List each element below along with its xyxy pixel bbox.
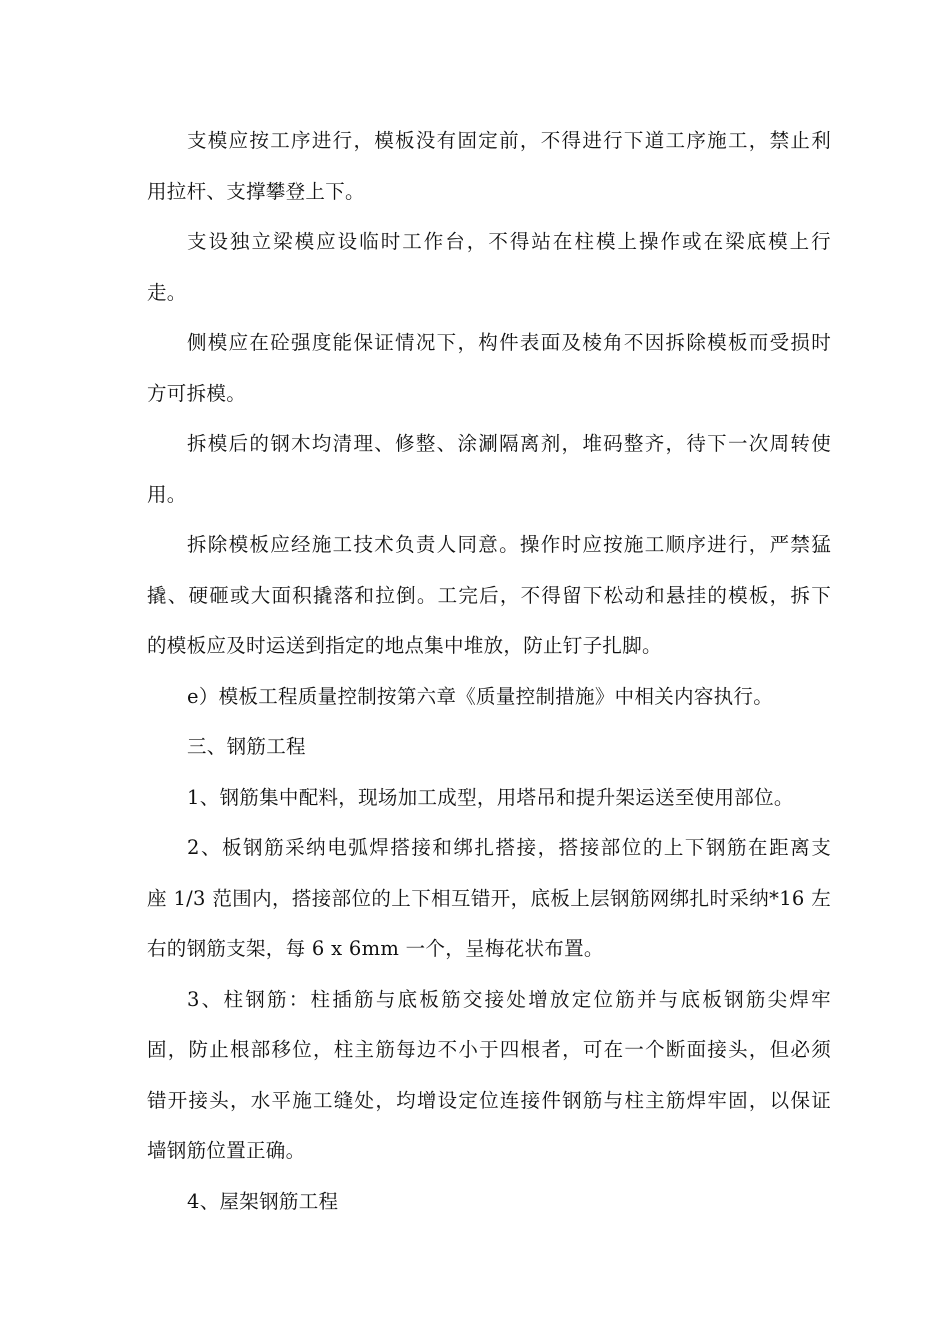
text-line: 拆模后的钢木均清理、修整、涂涮隔离剂，堆码整齐，待下一次周转使: [187, 432, 831, 455]
text-line: 撬、硬砸或大面积撬落和拉倒。工完后，不得留下松动和悬挂的模板，拆下: [147, 583, 831, 607]
document-body: [147, 116, 831, 1227]
paragraph-side-formwork-removal: [147, 318, 831, 419]
paragraph-rebar-item-1: [147, 773, 831, 824]
text-line: 支设独立梁模应设临时工作台，不得站在柱模上操作或在梁底模上行: [187, 230, 831, 253]
text-line: 墙钢筋位置正确。: [147, 1139, 306, 1162]
text-line: 的模板应及时运送到指定的地点集中堆放，防止钉子扎脚。: [147, 634, 662, 657]
text-line: 3、柱钢筋：柱插筋与底板筋交接处增放定位筋并与底板钢筋尖焊牢: [187, 987, 831, 1011]
text-line: 4、屋架钢筋工程: [187, 1189, 339, 1213]
section-heading-rebar: [147, 722, 831, 773]
paragraph-rebar-item-4: [147, 1177, 831, 1228]
text-line: 用。: [147, 482, 187, 506]
text-line: 支模应按工序进行，模板没有固定前，不得进行下道工序施工，禁止利: [187, 129, 831, 152]
paragraph-after-removal: [147, 419, 831, 520]
text-line: 座 1/3 范围内，搭接部位的上下相互错开，底板上层钢筋网绑扎时采纳*16 左: [147, 886, 831, 910]
text-line: 错开接头，水平施工缝处，均增设定位连接件钢筋与柱主筋焊牢固，以保证: [147, 1088, 831, 1112]
text-line: 侧模应在砼强度能保证情况下，构件表面及棱角不因拆除模板而受损时: [187, 331, 831, 354]
paragraph-quality-control: [147, 672, 831, 723]
text-line: 三、钢筋工程: [187, 735, 306, 758]
paragraph-rebar-item-3: [147, 975, 831, 1177]
text-line: 方可拆模。: [147, 381, 247, 405]
text-line: 2、板钢筋采纳电弧焊搭接和绑扎搭接，搭接部位的上下钢筋在距离支: [187, 836, 831, 859]
text-line: 固，防止根部移位，柱主筋每边不小于四根者，可在一个断面接头，但必须: [147, 1038, 831, 1061]
paragraph-removal-approval: [147, 520, 831, 672]
text-line: 拆除模板应经施工技术负责人同意。操作时应按施工顺序进行，严禁猛: [187, 533, 831, 556]
paragraph-formwork-sequence: [147, 116, 831, 217]
text-line: 走。: [147, 280, 187, 304]
text-line: 右的钢筋支架，每 6 x 6mm 一个，呈梅花状布置。: [147, 937, 604, 960]
text-line: e）模板工程质量控制按第六章《质量控制措施》中相关内容执行。: [187, 684, 774, 708]
text-line: 1、钢筋集中配料，现场加工成型，用塔吊和提升架运送至使用部位。: [187, 785, 794, 809]
text-line: 用拉杆、支撑攀登上下。: [147, 179, 365, 203]
paragraph-rebar-item-2: [147, 823, 831, 975]
paragraph-beam-platform: [147, 217, 831, 318]
